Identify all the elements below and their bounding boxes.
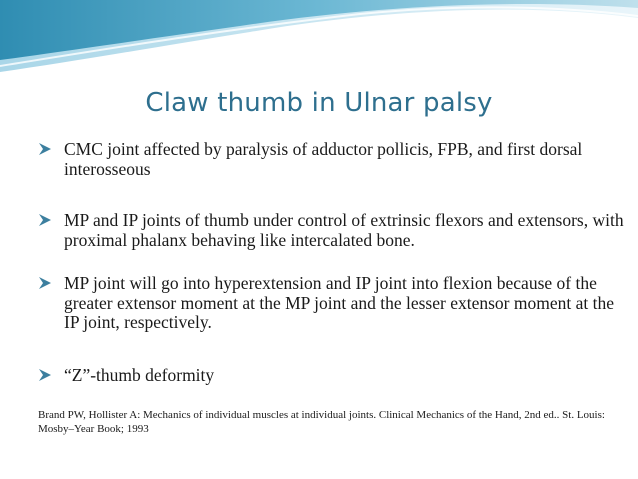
reference-citation: Brand PW, Hollister A: Mechanics of individual muscles at individual joints. Clinical Mechanics of the Hand, 2nd ed.. St. Louis: Mosby–Year Book; 1993 (38, 409, 605, 435)
arrow-bullet-icon (38, 213, 52, 227)
arrow-bullet-icon (38, 142, 52, 156)
bullet-item-1 (38, 140, 628, 179)
arrow-bullet-icon (38, 368, 52, 382)
bullet-text: MP joint will go into hyperextension and IP joint into flexion because of the greater extensor moment at the MP joint and the lesser extensor moment at the IP joint, respectively. (64, 273, 614, 332)
bullet-text: CMC joint affected by paralysis of adductor pollicis, FPB, and first dorsal interosseous (64, 139, 583, 179)
slide-title: Claw thumb in Ulnar palsy (145, 88, 493, 118)
arrow-bullet-icon (38, 276, 52, 290)
bullet-item-4 (38, 366, 628, 386)
header-wave-decoration (0, 0, 638, 80)
bullet-item-2 (38, 211, 628, 250)
bullet-text: MP and IP joints of thumb under control of extrinsic flexors and extensors, with proximal phalanx behaving like intercalated bone. (64, 210, 624, 250)
bullet-text: “Z”-thumb deformity (64, 365, 215, 385)
bullet-item-3 (38, 274, 628, 333)
